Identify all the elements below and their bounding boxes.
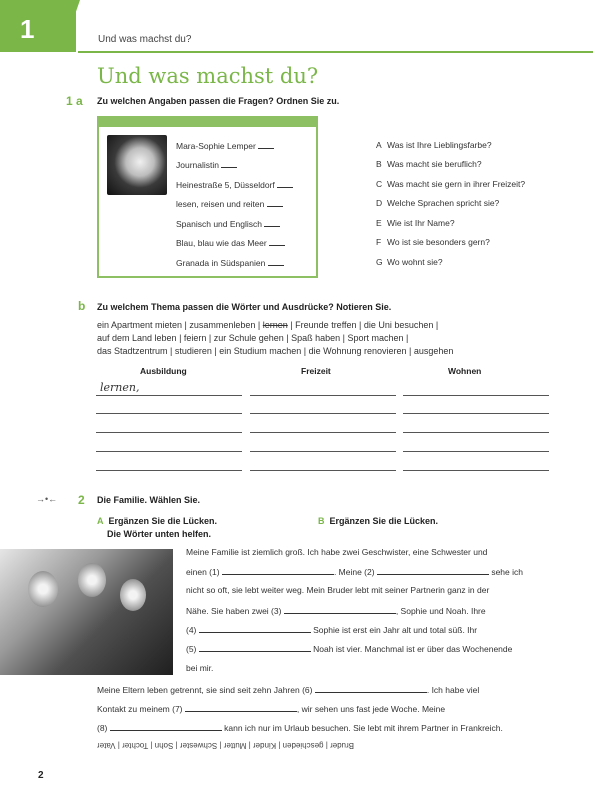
text-line: einen (1) . Meine (2) sehe ich xyxy=(186,567,523,577)
exercise-1b-letter: b xyxy=(78,299,86,313)
word-list-line: auf dem Land leben | feiern | zur Schule gehen | Spaß haben | Sport machen | xyxy=(97,333,409,343)
question-item: B Was macht sie beruflich? xyxy=(376,159,482,169)
gap-8[interactable] xyxy=(110,722,222,731)
answer-line[interactable] xyxy=(250,432,396,433)
answer-line[interactable] xyxy=(96,395,242,396)
handwritten-answer: lernen, xyxy=(100,381,140,394)
text-line: nicht so oft, sie lebt weiter weg. Mein Bruder lebt mit seiner Partnerin ganz in der xyxy=(186,585,490,595)
answer-blank[interactable] xyxy=(277,179,293,188)
word-list-line: das Stadtzentrum | studieren | ein Studium machen | die Wohnung renovieren | ausgehen xyxy=(97,346,454,356)
answer-blank[interactable] xyxy=(268,257,284,266)
answer-line[interactable] xyxy=(250,413,396,414)
struck-word: lernen xyxy=(262,320,288,330)
answer-line[interactable] xyxy=(250,451,396,452)
answer-blank[interactable] xyxy=(264,218,280,227)
gap-4[interactable] xyxy=(199,624,311,633)
text-line: Meine Familie ist ziemlich groß. Ich habe zwei Geschwister, eine Schwester und xyxy=(186,547,488,557)
unit-tab-slant xyxy=(62,0,80,52)
gap-1[interactable] xyxy=(222,566,334,575)
info-item: Spanisch und Englisch xyxy=(176,218,280,229)
info-item: Blau, blau wie das Meer xyxy=(176,237,285,248)
upside-down-word-box: Bruder | geschieden | Kinder | Mutter | Schwester | Sohn | Tochter | Vater xyxy=(97,741,355,750)
option-a-line1: A Ergänzen Sie die Lücken. xyxy=(97,516,218,526)
exercise-2-instruction: Die Familie. Wählen Sie. xyxy=(97,495,201,505)
exercise-2-number: 2 xyxy=(78,493,85,507)
profile-photo xyxy=(107,135,167,195)
question-item: F Wo ist sie besonders gern? xyxy=(376,237,490,247)
answer-line[interactable] xyxy=(96,413,242,414)
text-line: Nähe. Sie haben zwei (3) , Sophie und Noah. Ihre xyxy=(186,606,486,616)
word-list-line: ein Apartment mieten | zusammenleben | lernen | Freunde treffen | die Uni besuchen | xyxy=(97,320,439,330)
answer-line[interactable] xyxy=(250,470,396,471)
answer-line[interactable] xyxy=(403,470,549,471)
answer-line[interactable] xyxy=(403,432,549,433)
question-item: C Was macht sie gern in ihrer Freizeit? xyxy=(376,179,526,189)
gap-2[interactable] xyxy=(377,566,489,575)
answer-line[interactable] xyxy=(96,432,242,433)
info-item: lesen, reisen und reiten xyxy=(176,198,283,209)
exercise-1a-number: 1 a xyxy=(66,94,83,108)
answer-line[interactable] xyxy=(96,470,242,471)
answer-line[interactable] xyxy=(96,451,242,452)
answer-blank[interactable] xyxy=(267,198,283,207)
text-line: (5) Noah ist vier. Manchmal ist er über das Wochenende xyxy=(186,644,513,654)
option-b: B Ergänzen Sie die Lücken. xyxy=(318,516,439,526)
page-title: Und was machst du? xyxy=(97,64,319,88)
text-line: (4) Sophie ist erst ein Jahr alt und total süß. Ihr xyxy=(186,625,478,635)
header-rule xyxy=(78,51,593,53)
info-item: Journalistin xyxy=(176,159,237,170)
question-item: A Was ist Ihre Lieblingsfarbe? xyxy=(376,140,492,150)
family-photo xyxy=(0,549,173,675)
answer-line[interactable] xyxy=(403,395,549,396)
answer-line[interactable] xyxy=(250,395,396,396)
exercise-1b-instruction: Zu welchem Thema passen die Wörter und Ausdrücke? Notieren Sie. xyxy=(97,302,392,312)
page-number: 2 xyxy=(38,770,44,781)
gap-3[interactable] xyxy=(284,605,396,614)
differentiation-arrows-icon: →•← xyxy=(36,494,58,504)
column-heading-wohnen: Wohnen xyxy=(448,366,482,376)
option-a-line2: Die Wörter unten helfen. xyxy=(107,529,212,539)
unit-number: 1 xyxy=(20,14,35,44)
answer-line[interactable] xyxy=(403,413,549,414)
text-line: bei mir. xyxy=(186,663,214,673)
question-item: E Wie ist Ihr Name? xyxy=(376,218,455,228)
answer-blank[interactable] xyxy=(269,237,285,246)
text-line: Kontakt zu meinem (7) , wir sehen uns fast jede Woche. Meine xyxy=(97,704,446,714)
header-title: Und was machst du? xyxy=(98,34,192,45)
exercise-1a-instruction: Zu welchen Angaben passen die Fragen? Ordnen Sie zu. xyxy=(97,96,340,106)
info-item: Heinestraße 5, Düsseldorf xyxy=(176,179,293,190)
text-line: (8) kann ich nur im Urlaub besuchen. Sie lebt mit ihrem Partner in Frankreich. xyxy=(97,723,503,733)
question-item: D Welche Sprachen spricht sie? xyxy=(376,198,500,208)
info-item: Granada in Südspanien xyxy=(176,257,284,268)
gap-6[interactable] xyxy=(315,684,427,693)
answer-blank[interactable] xyxy=(258,140,274,149)
question-item: G Wo wohnt sie? xyxy=(376,257,443,267)
answer-line[interactable] xyxy=(403,451,549,452)
profile-card-header xyxy=(97,116,318,127)
text-line: Meine Eltern leben getrennt, sie sind seit zehn Jahren (6) . Ich habe viel xyxy=(97,685,480,695)
info-item: Mara-Sophie Lemper xyxy=(176,140,274,151)
answer-blank[interactable] xyxy=(221,159,237,168)
gap-7[interactable] xyxy=(185,703,297,712)
gap-5[interactable] xyxy=(199,643,311,652)
column-heading-ausbildung: Ausbildung xyxy=(140,366,187,376)
column-heading-freizeit: Freizeit xyxy=(301,366,331,376)
